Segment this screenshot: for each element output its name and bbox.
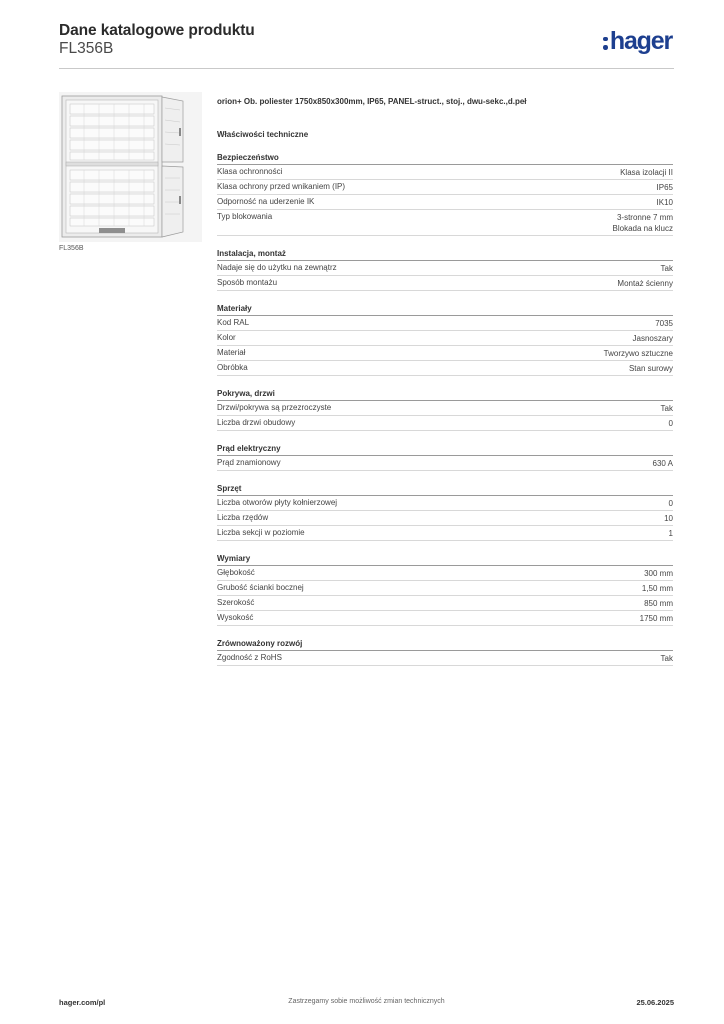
- spec-value-line: 1,50 mm: [641, 584, 673, 593]
- spec-value-line: Tak: [660, 654, 673, 663]
- spec-value-line: IP65: [656, 183, 673, 192]
- spec-value: [617, 278, 673, 289]
- spec-value-line: Stan surowy: [628, 364, 673, 373]
- spec-value: [629, 363, 673, 374]
- spec-row: [217, 526, 673, 541]
- spec-label: Kolor: [217, 333, 236, 342]
- logo-dots-icon: [603, 37, 608, 50]
- spec-label: Wysokość: [217, 613, 254, 622]
- spec-group-title: Wymiary: [217, 554, 673, 566]
- spec-row: [217, 581, 673, 596]
- page-header: [59, 22, 674, 70]
- logo-text: hager: [609, 27, 672, 55]
- spec-value-line: 3-stronne 7 mm: [616, 213, 673, 222]
- spec-value: [604, 348, 673, 359]
- spec-label: Grubość ścianki bocznej: [217, 583, 304, 592]
- spec-value-line: Tak: [660, 404, 673, 413]
- spec-label: Liczba otworów płyty kołnierzowej: [217, 498, 338, 507]
- spec-content: [217, 96, 673, 666]
- spec-value-line: 7035: [655, 319, 673, 328]
- footer-notice: Zastrzegamy sobie możliwość zmian technicznych: [288, 998, 445, 1005]
- spec-label: Sposób montażu: [217, 278, 278, 287]
- spec-label: Typ blokowania: [217, 212, 273, 221]
- spec-value-line: 1: [668, 529, 673, 538]
- spec-value: [669, 498, 673, 509]
- spec-group-title: Pokrywa, drzwi: [217, 389, 673, 401]
- spec-row: [217, 346, 673, 361]
- spec-label: Głębokość: [217, 568, 255, 577]
- spec-value: [640, 613, 673, 624]
- spec-row: [217, 361, 673, 376]
- spec-value: [644, 568, 673, 579]
- spec-value-line: 630 A: [652, 459, 673, 468]
- spec-group: [217, 249, 673, 291]
- spec-label: Odporność na uderzenie IK: [217, 197, 315, 206]
- spec-row: [217, 456, 673, 471]
- spec-row: [217, 261, 673, 276]
- spec-value-line: 0: [668, 499, 673, 508]
- spec-group-title: Prąd elektryczny: [217, 444, 673, 456]
- enclosure-cabinet-icon: [59, 92, 202, 242]
- spec-label: Liczba sekcji w poziomie: [217, 528, 305, 537]
- spec-value-line: 0: [668, 419, 673, 428]
- spec-group: [217, 153, 673, 236]
- header-divider: [59, 68, 674, 69]
- spec-label: Drzwi/pokrywa są przezroczyste: [217, 403, 332, 412]
- spec-value: [644, 598, 673, 609]
- spec-value-line: 10: [664, 514, 673, 523]
- spec-group: [217, 444, 673, 471]
- spec-value-line: IK10: [656, 198, 673, 207]
- spec-value: [633, 333, 673, 344]
- spec-label: Szerokość: [217, 598, 255, 607]
- spec-value-line: Klasa izolacji II: [620, 168, 673, 177]
- spec-label: Prąd znamionowy: [217, 458, 281, 467]
- spec-row: [217, 210, 673, 236]
- spec-row: [217, 416, 673, 431]
- spec-value: [653, 458, 673, 469]
- spec-value-line: 850 mm: [644, 599, 673, 608]
- spec-value: [669, 528, 673, 539]
- spec-value-line: Tak: [660, 264, 673, 273]
- spec-row: [217, 401, 673, 416]
- spec-label: Kod RAL: [217, 318, 250, 327]
- page-title: Dane katalogowe produktu: [59, 22, 255, 39]
- spec-value-line: 300 mm: [644, 569, 673, 578]
- spec-group: [217, 484, 673, 541]
- spec-value: [664, 513, 673, 524]
- spec-value: [657, 182, 673, 193]
- spec-row: [217, 596, 673, 611]
- spec-label: Liczba drzwi obudowy: [217, 418, 296, 427]
- spec-value: [655, 318, 673, 329]
- spec-group: [217, 304, 673, 376]
- spec-group-title: Sprzęt: [217, 484, 673, 496]
- spec-row: [217, 511, 673, 526]
- spec-label: Nadaje się do użytku na zewnątrz: [217, 263, 337, 272]
- image-caption: FL356B: [59, 245, 84, 252]
- product-code: FL356B: [59, 40, 114, 57]
- hager-logo: [603, 28, 672, 54]
- spec-label: Liczba rzędów: [217, 513, 269, 522]
- spec-group-title: Instalacja, montaż: [217, 249, 673, 261]
- spec-group: [217, 554, 673, 626]
- spec-value: [642, 583, 673, 594]
- spec-groups: [217, 153, 673, 666]
- spec-label: Zgodność z RoHS: [217, 653, 282, 662]
- spec-row: [217, 496, 673, 511]
- product-description: orion+ Ob. poliester 1750x850x300mm, IP65, PANEL-struct., stoj., dwu-sekc.,d.peł: [217, 97, 527, 106]
- spec-label: Klasa ochronności: [217, 167, 283, 176]
- spec-row: [217, 165, 673, 180]
- spec-row: [217, 180, 673, 195]
- spec-value: [669, 418, 673, 429]
- page-footer: [59, 998, 674, 1010]
- spec-label: Materiał: [217, 348, 246, 357]
- spec-label: Obróbka: [217, 363, 248, 372]
- spec-group-title: Zrównoważony rozwój: [217, 639, 673, 651]
- spec-value: [661, 263, 673, 274]
- spec-value-line: Jasnoszary: [632, 334, 673, 343]
- spec-row: [217, 611, 673, 626]
- spec-group-title: Materiały: [217, 304, 673, 316]
- spec-value: [620, 167, 673, 178]
- spec-value: [661, 653, 673, 664]
- spec-value-line: Tworzywo sztuczne: [603, 349, 673, 358]
- spec-label: Klasa ochrony przed wnikaniem (IP): [217, 182, 346, 191]
- spec-row: [217, 316, 673, 331]
- spec-value: [613, 212, 673, 234]
- spec-group: [217, 389, 673, 431]
- spec-group: [217, 639, 673, 666]
- spec-row: [217, 651, 673, 666]
- spec-row: [217, 331, 673, 346]
- spec-row: [217, 195, 673, 210]
- footer-date: 25.06.2025: [636, 998, 674, 1007]
- spec-row: [217, 566, 673, 581]
- spec-group-title: Bezpieczeństwo: [217, 153, 673, 165]
- spec-value-line: Montaż ścienny: [617, 279, 673, 288]
- spec-value-line: 1750 mm: [639, 614, 673, 623]
- spec-value-line: Blokada na klucz: [612, 224, 673, 233]
- footer-website: hager.com/pl: [59, 998, 106, 1007]
- technical-properties-heading: Właściwości techniczne: [217, 130, 309, 139]
- spec-row: [217, 276, 673, 291]
- spec-value: [657, 197, 673, 208]
- spec-value: [661, 403, 673, 414]
